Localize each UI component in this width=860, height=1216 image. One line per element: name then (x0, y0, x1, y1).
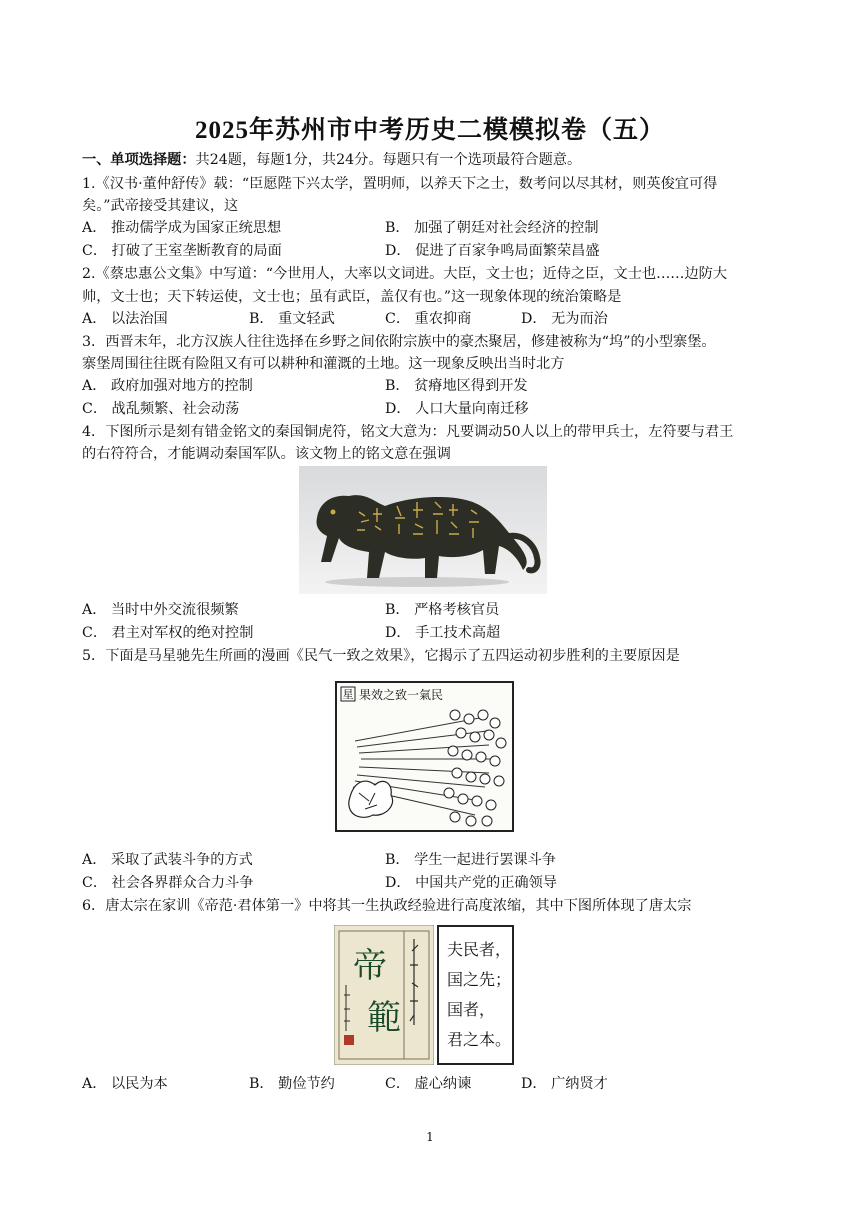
q1-option-d: D． 促进了百家争鸣局面繁荣昌盛 (385, 243, 600, 259)
book-cover-icon (334, 925, 434, 1065)
q3-stem-line1: 3．西晋末年，北方汉族人往往选择在乡野之间依附宗族中的豪杰聚居，修建被称为“坞”的小型寨堡。 (82, 334, 716, 350)
q4-option-c: C． 君主对军权的绝对控制 (82, 625, 254, 641)
q2-stem-line2: 帅，文士也；天下转运使，文士也；虽有武臣，盖仅有也。”这一现象体现的统治策略是 (82, 289, 622, 305)
q2-stem-line1: 2.《蔡忠惠公文集》中写道：“今世用人，大率以文词进。大臣，文士也；近侍之臣，文士也……边防大 (82, 266, 728, 282)
q2-option-d: D． 无为而治 (521, 311, 608, 327)
q5-option-c: C． 社会各界群众合力斗争 (82, 875, 254, 891)
bronze-tiger-tally-icon (299, 466, 547, 594)
book-cover-image (334, 925, 434, 1065)
cartoon-mark: 星 (342, 688, 354, 701)
q4-option-d: D． 手工技术高超 (385, 625, 501, 641)
page-number: 1 (426, 1130, 434, 1144)
q4-option-a: A． 当时中外交流很频繁 (82, 602, 239, 618)
q3-stem-line2: 寨堡周围往往既有险阻又有可以耕种和灌溉的土地。这一现象反映出当时北方 (82, 356, 565, 372)
quote-text (447, 935, 511, 1055)
q6-option-c: C． 虚心纳谏 (385, 1076, 472, 1092)
q3-option-b: B． 贫瘠地区得到开发 (385, 378, 528, 394)
section-heading: 一、单项选择题： (82, 152, 196, 168)
quote-line-3: 国者， (447, 1000, 496, 1019)
q4-stem-line1: 4．下图所示是刻有错金铭文的秦国铜虎符，铭文大意为：凡要调动50人以上的带甲兵士，左符要与君王 (82, 424, 734, 440)
q3-option-a: A． 政府加强对地方的控制 (82, 378, 253, 394)
cartoon-caption: 果效之致一氣民 (359, 688, 444, 702)
q5-stem-line1: 5．下面是马星驰先生所画的漫画《民气一致之效果》，它揭示了五四运动初步胜利的主要原因是 (82, 648, 680, 664)
cartoon-image (335, 681, 514, 832)
q6-option-a: A． 以民为本 (82, 1076, 168, 1092)
q1-stem-line1: 1.《汉书·董仲舒传》载：“臣愿陛下兴太学，置明师，以养天下之士，数考问以尽其材，则英俊宜可得 (82, 176, 718, 192)
q2-option-c: C． 重农抑商 (385, 311, 472, 327)
quote-box (437, 925, 514, 1065)
cartoon-crowd-icon (335, 681, 514, 832)
q3-option-c: C． 战乱频繁、社会动荡 (82, 401, 240, 417)
q5-option-a: A． 采取了武装斗争的方式 (82, 852, 253, 868)
book-title-char-2: 範 (367, 998, 401, 1038)
q3-option-d: D． 人口大量向南迁移 (385, 401, 529, 417)
section-heading-line (82, 150, 581, 170)
q1-option-b: B． 加强了朝廷对社会经济的控制 (385, 220, 599, 236)
quote-line-1: 夫民者， (447, 940, 512, 959)
q4-option-b: B． 严格考核官员 (385, 602, 500, 618)
q6-option-b: B． 勤俭节约 (249, 1076, 335, 1092)
q2-option-b: B． 重文轻武 (249, 311, 335, 327)
section-description: 共24题，每题1分，共24分。每题只有一个选项最符合题意。 (195, 152, 582, 168)
q1-option-a: A． 推动儒学成为国家正统思想 (82, 220, 282, 236)
q2-option-a: A． 以法治国 (82, 311, 168, 327)
q5-option-d: D． 中国共产党的正确领导 (385, 875, 557, 891)
book-title-char-1: 帝 (353, 946, 387, 986)
tiger-tally-image (299, 466, 547, 594)
q6-option-d: D． 广纳贤才 (521, 1076, 608, 1092)
q6-stem-line1: 6．唐太宗在家训《帝范·君体第一》中将其一生执政经验进行高度浓缩，其中下图所体现了唐太宗 (82, 898, 692, 914)
quote-line-2: 国之先； (447, 970, 512, 989)
q1-option-c: C． 打破了王室垄断教育的局面 (82, 243, 282, 259)
q5-option-b: B． 学生一起进行罢课斗争 (385, 852, 556, 868)
page-title: 2025年苏州市中考历史二模模拟卷（五） (194, 117, 665, 144)
q4-stem-line2: 的右符符合，才能调动秦国军队。该文物上的铭文意在强调 (82, 446, 451, 462)
q1-stem-line2: 矣。”武帝接受其建议，这 (82, 198, 239, 214)
quote-line-4: 君之本。 (447, 1030, 512, 1049)
